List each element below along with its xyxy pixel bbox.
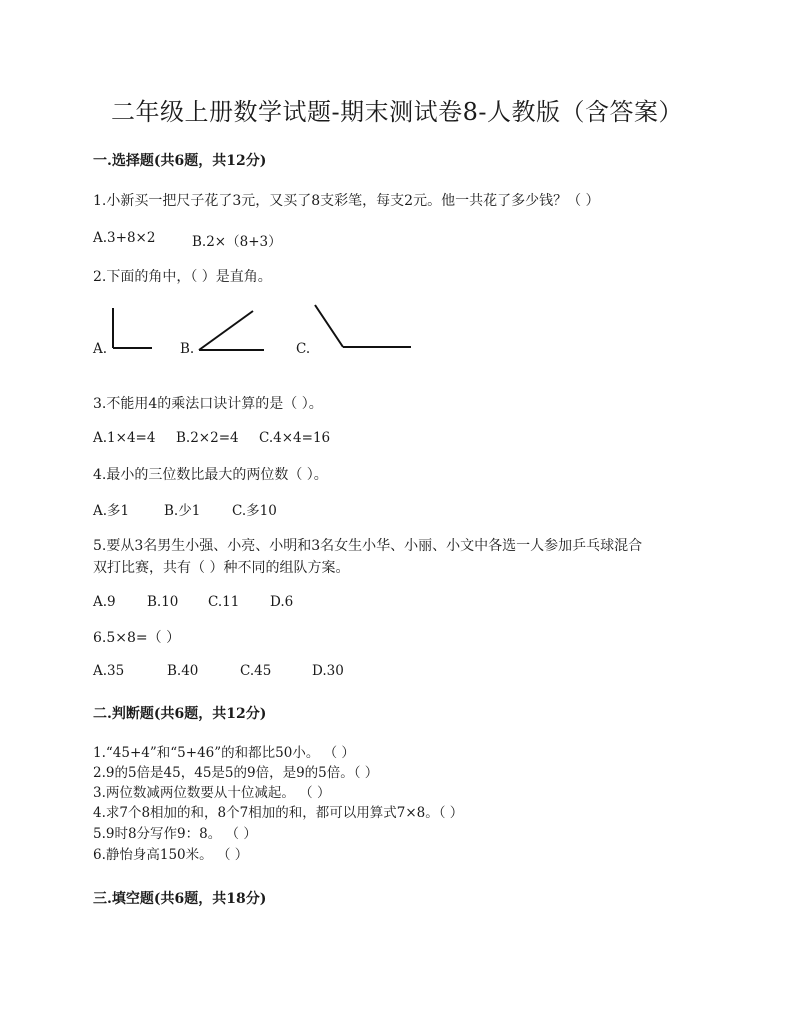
judge-item-3: 3.两位数减两位数要从十位减起。 （ ） xyxy=(93,785,331,801)
question-5-line2: 双打比赛，共有（ ）种不同的组队方案。 xyxy=(93,560,350,576)
question-2: 2.下面的角中，（ ）是直角。 xyxy=(93,269,272,285)
option-5a: A.9 xyxy=(93,594,116,610)
option-6b: B.40 xyxy=(167,663,199,679)
option-3c: C.4×4=16 xyxy=(259,430,331,446)
question-1: 1.小新买一把尺子花了3元，又买了8支彩笔，每支2元。他一共花了多少钱？（ ） xyxy=(93,193,600,209)
option-4a: A.多1 xyxy=(93,503,130,519)
angle-b-figure xyxy=(199,311,264,350)
option-5b: B.10 xyxy=(147,594,179,610)
question-3: 3.不能用4的乘法口诀计算的是（ ）。 xyxy=(93,396,323,412)
angle-a-figure xyxy=(113,308,152,348)
page-title: 二年级上册数学试题-期末测试卷8-人教版（含答案） xyxy=(111,98,683,126)
angle-c-figure xyxy=(315,305,411,347)
option-2b: B. xyxy=(180,341,195,357)
judge-item-5: 5.9时8分写作9：8。 （ ） xyxy=(93,826,257,842)
option-6d: D.30 xyxy=(312,663,344,679)
section-heading-fill: 三.填空题(共6题，共18分) xyxy=(93,891,267,907)
option-4c: C.多10 xyxy=(232,503,277,519)
judge-item-2: 2.9的5倍是45，45是5的9倍，是9的5倍。（ ） xyxy=(93,765,379,781)
option-6c: C.45 xyxy=(240,663,272,679)
option-5c: C.11 xyxy=(208,594,240,610)
option-5d: D.6 xyxy=(270,594,294,610)
judge-item-4: 4.求7个8相加的和，8个7相加的和，都可以用算式7×8。（ ） xyxy=(93,805,464,821)
question-6: 6.5×8=（ ） xyxy=(93,630,181,646)
section-heading-judge: 二.判断题(共6题，共12分) xyxy=(93,706,267,722)
option-2c: C. xyxy=(296,341,311,357)
option-6a: A.35 xyxy=(93,663,125,679)
question-4: 4.最小的三位数比最大的两位数（ ）。 xyxy=(93,467,328,483)
question-5: 5.要从3名男生小强、小亮、小明和3名女生小华、小丽、小文中各选一人参加乒乓球混合 xyxy=(93,538,643,554)
judge-item-6: 6.静怡身高150米。 （ ） xyxy=(93,847,249,863)
option-4b: B.少1 xyxy=(164,503,201,519)
option-3a: A.1×4=4 xyxy=(93,430,156,446)
section-heading-choice: 一.选择题(共6题，共12分) xyxy=(93,153,267,169)
option-1b: B.2×（8+3） xyxy=(192,234,282,250)
option-2a: A. xyxy=(93,341,108,357)
judge-item-1: 1.“45+4”和“5+46”的和都比50小。 （ ） xyxy=(93,745,355,761)
option-1a: A.3+8×2 xyxy=(93,230,156,246)
option-3b: B.2×2=4 xyxy=(176,430,239,446)
